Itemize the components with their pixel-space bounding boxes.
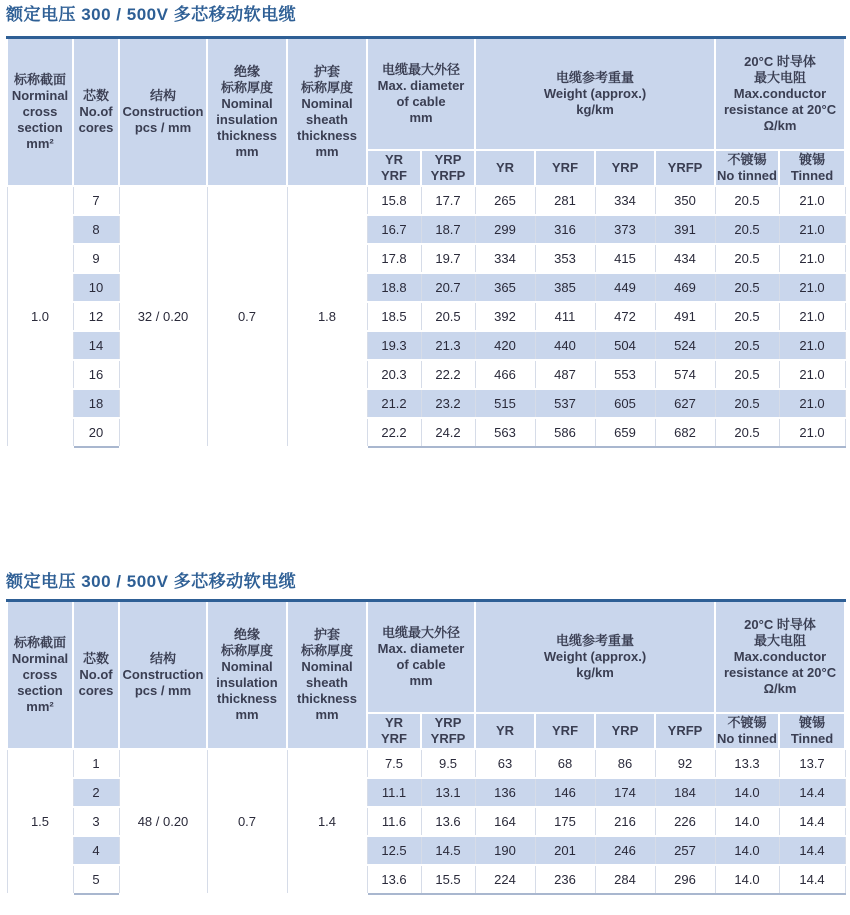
resistance-no-tinned: 20.5 — [715, 215, 779, 244]
table-title: 额定电压 300 / 500V 多芯移动软电缆 — [6, 5, 297, 24]
weight-yr: 563 — [475, 418, 535, 447]
weight-yrf: 281 — [535, 186, 595, 215]
resistance-tinned: 21.0 — [779, 186, 845, 215]
weight-yr: 190 — [475, 836, 535, 865]
weight-yrp: 246 — [595, 836, 655, 865]
header-diameter: 电缆最大外径 Max. diameter of cable mm — [367, 38, 475, 150]
weight-yr: 466 — [475, 360, 535, 389]
weight-yrfp: 184 — [655, 778, 715, 807]
table-section-1 — [0, 0, 850, 448]
diameter-yrp-yrfp: 15.5 — [421, 865, 475, 894]
weight-yrf: 68 — [535, 749, 595, 778]
header-resistance: 20°C 时导体 最大电阻 Max.conductor resistance at 20°C Ω/km — [715, 38, 845, 150]
resistance-tinned: 21.0 — [779, 215, 845, 244]
resistance-tinned: 21.0 — [779, 331, 845, 360]
construction-value: 32 / 0.20 — [119, 186, 207, 447]
subheader-yrp: YRP — [595, 150, 655, 186]
weight-yrf: 385 — [535, 273, 595, 302]
weight-yrfp: 627 — [655, 389, 715, 418]
resistance-no-tinned: 20.5 — [715, 360, 779, 389]
insulation-value: 0.7 — [207, 749, 287, 894]
table-section-2 — [0, 565, 850, 895]
resistance-tinned: 14.4 — [779, 778, 845, 807]
insulation-value: 0.7 — [207, 186, 287, 447]
subheader-yr-yrf: YR YRF — [367, 713, 421, 749]
header-cores: 芯数 No.of cores — [73, 601, 119, 749]
weight-yrp: 504 — [595, 331, 655, 360]
cores-value: 20 — [73, 418, 119, 447]
weight-yr: 265 — [475, 186, 535, 215]
diameter-yr-yrf: 16.7 — [367, 215, 421, 244]
weight-yrf: 440 — [535, 331, 595, 360]
resistance-no-tinned: 13.3 — [715, 749, 779, 778]
cores-value: 14 — [73, 331, 119, 360]
weight-yr: 392 — [475, 302, 535, 331]
subheader-yrf: YRF — [535, 713, 595, 749]
resistance-tinned: 21.0 — [779, 389, 845, 418]
subheader-no-tinned: 不镀锡 No tinned — [715, 150, 779, 186]
spec-table — [6, 36, 846, 448]
subheader-yr: YR — [475, 713, 535, 749]
weight-yr: 365 — [475, 273, 535, 302]
header-insulation: 绝缘 标称厚度 Nominal insulation thickness mm — [207, 38, 287, 186]
table-row — [7, 186, 845, 215]
table-title: 额定电压 300 / 500V 多芯移动软电缆 — [6, 572, 297, 591]
header-weight: 电缆参考重量 Weight (approx.) kg/km — [475, 601, 715, 713]
cores-value: 7 — [73, 186, 119, 215]
weight-yrf: 236 — [535, 865, 595, 894]
resistance-tinned: 21.0 — [779, 302, 845, 331]
construction-value: 48 / 0.20 — [119, 749, 207, 894]
weight-yrp: 472 — [595, 302, 655, 331]
resistance-tinned: 14.4 — [779, 865, 845, 894]
weight-yr: 515 — [475, 389, 535, 418]
header-construction: 结构 Construction pcs / mm — [119, 38, 207, 186]
diameter-yrp-yrfp: 14.5 — [421, 836, 475, 865]
subheader-yrf: YRF — [535, 150, 595, 186]
weight-yrf: 201 — [535, 836, 595, 865]
subheader-yrp-yrfp: YRP YRFP — [421, 713, 475, 749]
cores-value: 4 — [73, 836, 119, 865]
diameter-yr-yrf: 12.5 — [367, 836, 421, 865]
resistance-no-tinned: 20.5 — [715, 273, 779, 302]
weight-yrp: 373 — [595, 215, 655, 244]
diameter-yr-yrf: 15.8 — [367, 186, 421, 215]
diameter-yrp-yrfp: 13.6 — [421, 807, 475, 836]
weight-yrp: 284 — [595, 865, 655, 894]
diameter-yrp-yrfp: 20.7 — [421, 273, 475, 302]
weight-yr: 299 — [475, 215, 535, 244]
resistance-no-tinned: 20.5 — [715, 302, 779, 331]
resistance-no-tinned: 20.5 — [715, 418, 779, 447]
section-value: 1.5 — [7, 749, 73, 894]
cores-value: 18 — [73, 389, 119, 418]
diameter-yrp-yrfp: 23.2 — [421, 389, 475, 418]
resistance-tinned: 21.0 — [779, 244, 845, 273]
weight-yrfp: 682 — [655, 418, 715, 447]
weight-yrf: 316 — [535, 215, 595, 244]
subheader-tinned: 镀锡 Tinned — [779, 713, 845, 749]
weight-yr: 164 — [475, 807, 535, 836]
header-insulation: 绝缘 标称厚度 Nominal insulation thickness mm — [207, 601, 287, 749]
weight-yrfp: 491 — [655, 302, 715, 331]
diameter-yr-yrf: 13.6 — [367, 865, 421, 894]
weight-yr: 224 — [475, 865, 535, 894]
diameter-yrp-yrfp: 17.7 — [421, 186, 475, 215]
weight-yr: 63 — [475, 749, 535, 778]
weight-yrf: 537 — [535, 389, 595, 418]
weight-yrfp: 92 — [655, 749, 715, 778]
subheader-tinned: 镀锡 Tinned — [779, 150, 845, 186]
diameter-yrp-yrfp: 13.1 — [421, 778, 475, 807]
resistance-no-tinned: 20.5 — [715, 331, 779, 360]
resistance-tinned: 21.0 — [779, 418, 845, 447]
resistance-no-tinned: 20.5 — [715, 389, 779, 418]
weight-yrfp: 574 — [655, 360, 715, 389]
cores-value: 16 — [73, 360, 119, 389]
cores-value: 12 — [73, 302, 119, 331]
diameter-yr-yrf: 21.2 — [367, 389, 421, 418]
weight-yrp: 216 — [595, 807, 655, 836]
diameter-yrp-yrfp: 21.3 — [421, 331, 475, 360]
sheath-value: 1.8 — [287, 186, 367, 447]
weight-yrfp: 391 — [655, 215, 715, 244]
resistance-no-tinned: 14.0 — [715, 865, 779, 894]
weight-yrp: 553 — [595, 360, 655, 389]
spec-table — [6, 599, 846, 895]
diameter-yrp-yrfp: 9.5 — [421, 749, 475, 778]
diameter-yrp-yrfp: 19.7 — [421, 244, 475, 273]
header-sheath: 护套 标称厚度 Nominal sheath thickness mm — [287, 601, 367, 749]
subheader-yrfp: YRFP — [655, 713, 715, 749]
diameter-yr-yrf: 11.6 — [367, 807, 421, 836]
diameter-yr-yrf: 18.8 — [367, 273, 421, 302]
diameter-yr-yrf: 11.1 — [367, 778, 421, 807]
cores-value: 5 — [73, 865, 119, 894]
diameter-yrp-yrfp: 24.2 — [421, 418, 475, 447]
diameter-yr-yrf: 17.8 — [367, 244, 421, 273]
weight-yr: 334 — [475, 244, 535, 273]
subheader-no-tinned: 不镀锡 No tinned — [715, 713, 779, 749]
weight-yr: 136 — [475, 778, 535, 807]
diameter-yr-yrf: 19.3 — [367, 331, 421, 360]
weight-yrf: 487 — [535, 360, 595, 389]
weight-yrf: 411 — [535, 302, 595, 331]
header-cores: 芯数 No.of cores — [73, 38, 119, 186]
header-sheath: 护套 标称厚度 Nominal sheath thickness mm — [287, 38, 367, 186]
cores-value: 2 — [73, 778, 119, 807]
weight-yrp: 605 — [595, 389, 655, 418]
weight-yrf: 353 — [535, 244, 595, 273]
weight-yrp: 659 — [595, 418, 655, 447]
weight-yrp: 415 — [595, 244, 655, 273]
resistance-no-tinned: 14.0 — [715, 836, 779, 865]
weight-yrfp: 226 — [655, 807, 715, 836]
weight-yrfp: 434 — [655, 244, 715, 273]
resistance-tinned: 14.4 — [779, 807, 845, 836]
resistance-tinned: 14.4 — [779, 836, 845, 865]
subheader-yr: YR — [475, 150, 535, 186]
diameter-yr-yrf: 18.5 — [367, 302, 421, 331]
weight-yrf: 586 — [535, 418, 595, 447]
sheath-value: 1.4 — [287, 749, 367, 894]
weight-yrf: 146 — [535, 778, 595, 807]
resistance-tinned: 21.0 — [779, 360, 845, 389]
cores-value: 3 — [73, 807, 119, 836]
weight-yrfp: 524 — [655, 331, 715, 360]
weight-yrfp: 296 — [655, 865, 715, 894]
resistance-tinned: 13.7 — [779, 749, 845, 778]
diameter-yrp-yrfp: 20.5 — [421, 302, 475, 331]
header-resistance: 20°C 时导体 最大电阻 Max.conductor resistance at 20°C Ω/km — [715, 601, 845, 713]
diameter-yr-yrf: 7.5 — [367, 749, 421, 778]
header-weight: 电缆参考重量 Weight (approx.) kg/km — [475, 38, 715, 150]
subheader-yr-yrf: YR YRF — [367, 150, 421, 186]
cores-value: 10 — [73, 273, 119, 302]
table-body — [7, 749, 845, 894]
subheader-yrfp: YRFP — [655, 150, 715, 186]
diameter-yrp-yrfp: 22.2 — [421, 360, 475, 389]
header-diameter: 电缆最大外径 Max. diameter of cable mm — [367, 601, 475, 713]
weight-yrp: 174 — [595, 778, 655, 807]
diameter-yr-yrf: 22.2 — [367, 418, 421, 447]
section-value: 1.0 — [7, 186, 73, 447]
cores-value: 1 — [73, 749, 119, 778]
weight-yrp: 449 — [595, 273, 655, 302]
weight-yrfp: 469 — [655, 273, 715, 302]
resistance-no-tinned: 20.5 — [715, 186, 779, 215]
cores-value: 9 — [73, 244, 119, 273]
resistance-no-tinned: 14.0 — [715, 778, 779, 807]
table-body — [7, 186, 845, 447]
subheader-yrp: YRP — [595, 713, 655, 749]
resistance-no-tinned: 20.5 — [715, 244, 779, 273]
weight-yrp: 334 — [595, 186, 655, 215]
resistance-no-tinned: 14.0 — [715, 807, 779, 836]
weight-yrfp: 350 — [655, 186, 715, 215]
table-row — [7, 749, 845, 778]
weight-yr: 420 — [475, 331, 535, 360]
weight-yrfp: 257 — [655, 836, 715, 865]
diameter-yr-yrf: 20.3 — [367, 360, 421, 389]
subheader-yrp-yrfp: YRP YRFP — [421, 150, 475, 186]
cores-value: 8 — [73, 215, 119, 244]
header-section: 标称截面 Norminal cross section mm² — [7, 38, 73, 186]
diameter-yrp-yrfp: 18.7 — [421, 215, 475, 244]
header-construction: 结构 Construction pcs / mm — [119, 601, 207, 749]
weight-yrf: 175 — [535, 807, 595, 836]
weight-yrp: 86 — [595, 749, 655, 778]
resistance-tinned: 21.0 — [779, 273, 845, 302]
header-section: 标称截面 Norminal cross section mm² — [7, 601, 73, 749]
